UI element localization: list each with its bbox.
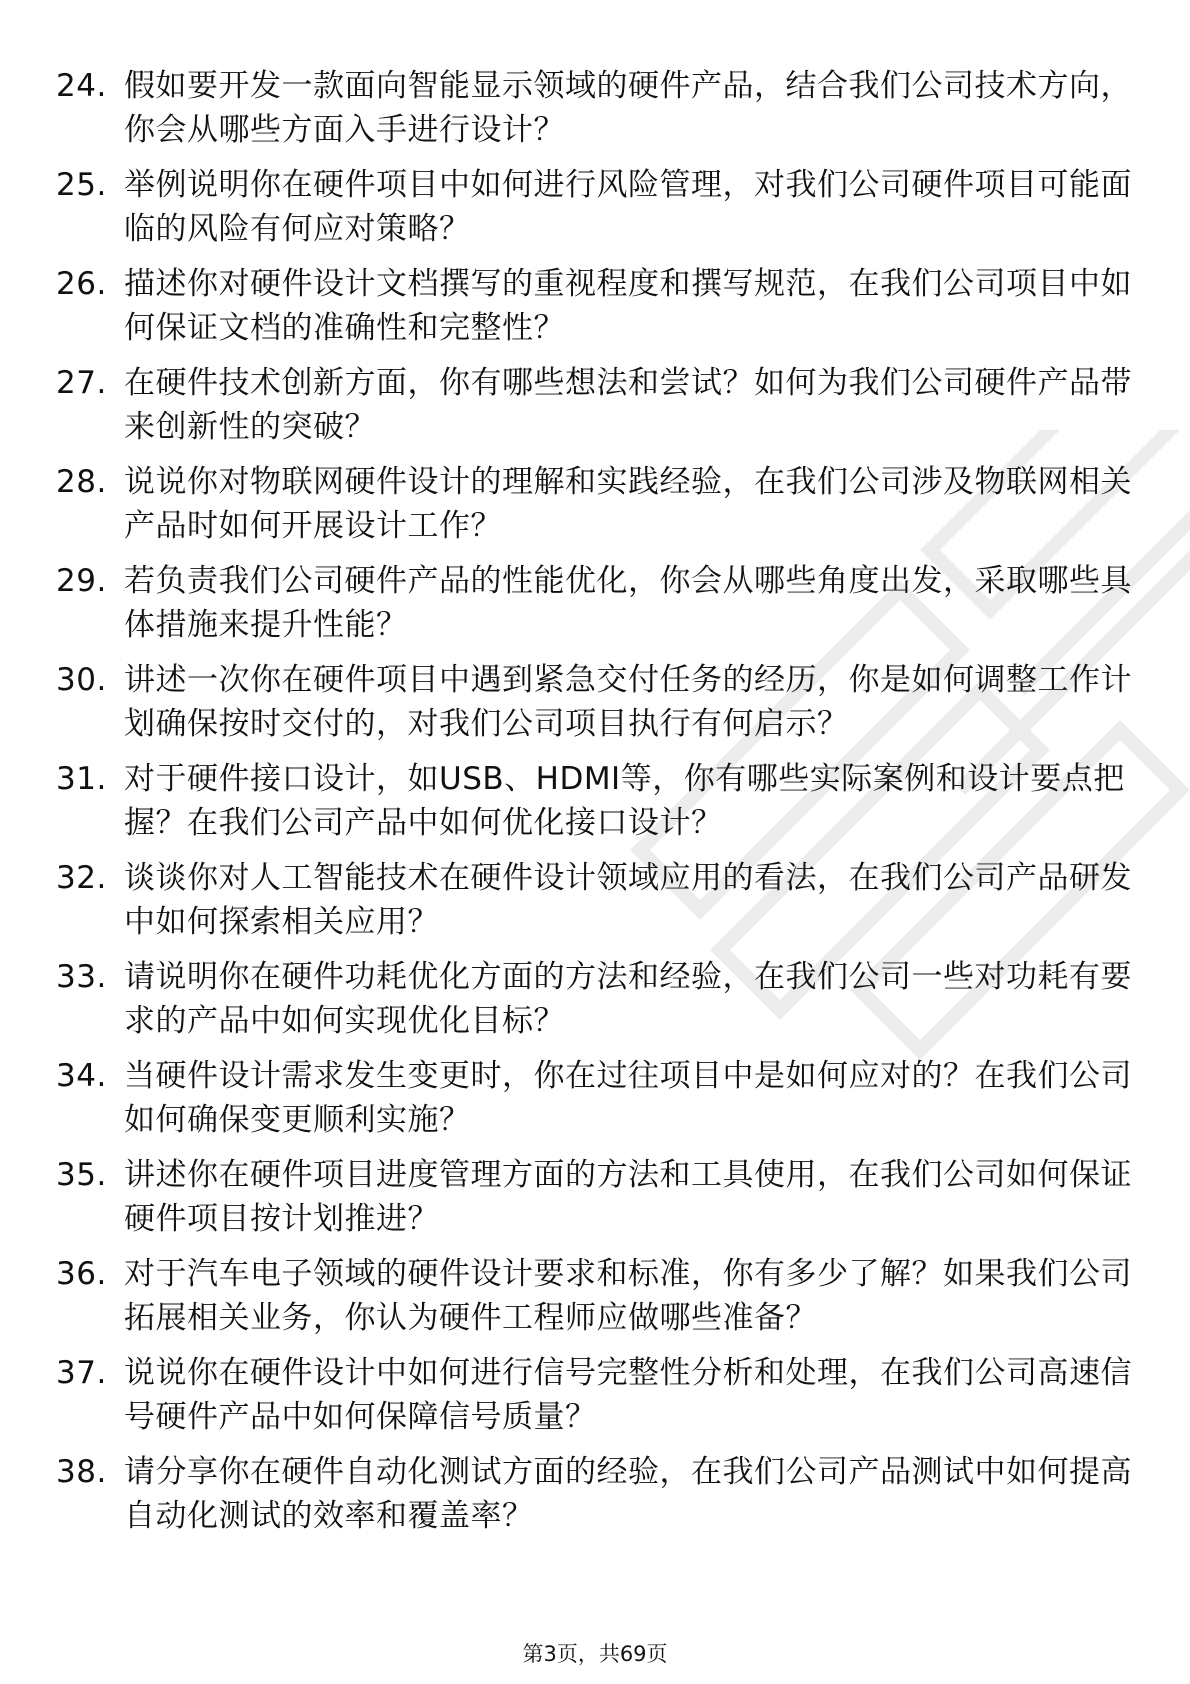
question-item [56, 163, 1136, 251]
question-text: 讲述你在硬件项目进度管理方面的方法和工具使用，在我们公司如何保证硬件项目按计划推进？ [124, 1157, 1132, 1237]
question-item [56, 1450, 1136, 1538]
question-item [56, 955, 1136, 1043]
question-text: 在硬件技术创新方面，你有哪些想法和尝试？如何为我们公司硬件产品带来创新性的突破？ [124, 365, 1132, 445]
page-number-label: 第3页，共69页 [522, 1642, 668, 1666]
question-item [56, 1153, 1136, 1241]
question-number: 27. [56, 365, 107, 401]
question-text: 请分享你在硬件自动化测试方面的经验，在我们公司产品测试中如何提高自动化测试的效率和覆盖率？ [124, 1454, 1132, 1534]
question-text: 若负责我们公司硬件产品的性能优化，你会从哪些角度出发，采取哪些具体措施来提升性能？ [124, 563, 1132, 643]
question-text: 谈谈你对人工智能技术在硬件设计领域应用的看法，在我们公司产品研发中如何探索相关应用？ [124, 860, 1132, 940]
question-item [56, 460, 1136, 548]
question-text: 假如要开发一款面向智能显示领域的硬件产品，结合我们公司技术方向，你会从哪些方面入手进行设计？ [124, 68, 1132, 148]
question-item [56, 1054, 1136, 1142]
question-item [56, 559, 1136, 647]
question-item [56, 262, 1136, 350]
question-number: 31. [56, 761, 107, 797]
question-item [56, 361, 1136, 449]
question-item [56, 757, 1136, 845]
page-footer [0, 1638, 1190, 1668]
question-number: 33. [56, 959, 107, 995]
question-text: 描述你对硬件设计文档撰写的重视程度和撰写规范，在我们公司项目中如何保证文档的准确性和完整性？ [124, 266, 1132, 346]
question-text: 举例说明你在硬件项目中如何进行风险管理，对我们公司硬件项目可能面临的风险有何应对策略？ [124, 167, 1132, 247]
question-number: 34. [56, 1058, 107, 1094]
question-text: 讲述一次你在硬件项目中遇到紧急交付任务的经历，你是如何调整工作计划确保按时交付的，对我们公司项目执行有何启示？ [124, 662, 1132, 742]
question-item [56, 1351, 1136, 1439]
question-text: 当硬件设计需求发生变更时，你在过往项目中是如何应对的？在我们公司如何确保变更顺利实施？ [124, 1058, 1132, 1138]
question-number: 25. [56, 167, 107, 203]
question-number: 28. [56, 464, 107, 500]
question-text: 说说你对物联网硬件设计的理解和实践经验，在我们公司涉及物联网相关产品时如何开展设计工作？ [124, 464, 1132, 544]
question-text: 对于硬件接口设计，如USB、HDMI等，你有哪些实际案例和设计要点把握？在我们公司产品中如何优化接口设计？ [124, 761, 1125, 841]
question-number: 35. [56, 1157, 107, 1193]
question-number: 37. [56, 1355, 107, 1391]
question-number: 30. [56, 662, 107, 698]
question-item [56, 1252, 1136, 1340]
question-item [56, 658, 1136, 746]
question-number: 24. [56, 68, 107, 104]
question-number: 32. [56, 860, 107, 896]
question-number: 26. [56, 266, 107, 302]
question-item [56, 64, 1136, 152]
question-number: 36. [56, 1256, 107, 1292]
question-list [56, 64, 1136, 1549]
question-number: 38. [56, 1454, 107, 1490]
question-text: 说说你在硬件设计中如何进行信号完整性分析和处理，在我们公司高速信号硬件产品中如何保障信号质量？ [124, 1355, 1132, 1435]
question-number: 29. [56, 563, 107, 599]
question-item [56, 856, 1136, 944]
question-text: 对于汽车电子领域的硬件设计要求和标准，你有多少了解？如果我们公司拓展相关业务，你认为硬件工程师应做哪些准备？ [124, 1256, 1132, 1336]
question-text: 请说明你在硬件功耗优化方面的方法和经验，在我们公司一些对功耗有要求的产品中如何实现优化目标？ [124, 959, 1132, 1039]
